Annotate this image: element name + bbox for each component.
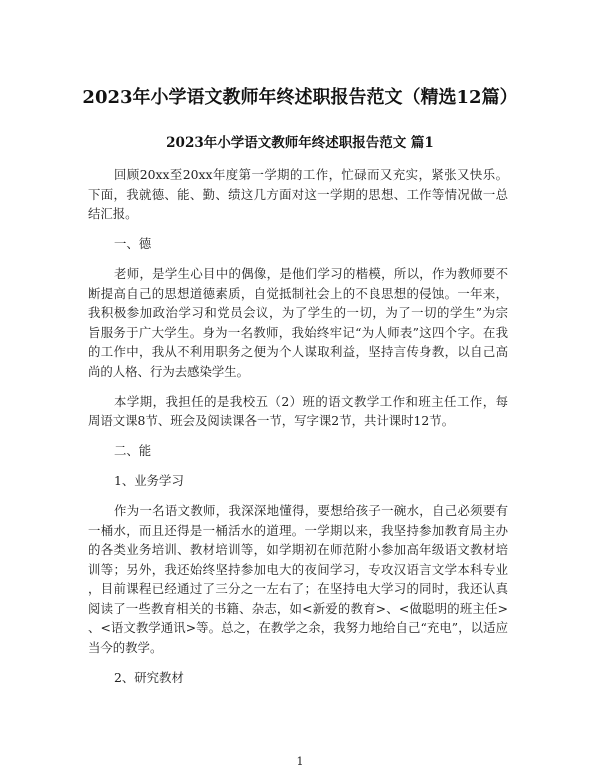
heading-materials: 2、研究教材 (114, 669, 184, 685)
text-line: 、<语文教学通讯>等。总之，在教学之余，我努力地给自己“充电”，以适应 (88, 620, 508, 635)
text-line: 老师，是学生心目中的偶像，是他们学习的楷模，所以，作为教师要不 (114, 266, 508, 281)
document-title: 2023年小学语文教师年终述职报告范文（精选12篇） (82, 87, 518, 108)
text-line: 周语文课8节、班会及阅读课各一节，写字课2节，共计课时12节。 (88, 413, 455, 428)
heading-ability: 二、能 (114, 443, 152, 458)
text-line: 本学期，我担任的是我校五（2）班的语文教学工作和班主任工作，每 (114, 393, 508, 409)
section-title: 2023年小学语文教师年终述职报告范文 篇1 (166, 135, 434, 151)
paragraph-study (88, 501, 508, 657)
text-line: 阅读了一些教育相关的书籍、杂志，如<新爱的教育>、<做聪明的班主任> (88, 600, 508, 616)
heading-study: 1、业务学习 (114, 473, 184, 488)
document-body (88, 165, 508, 698)
text-line: 回顾20xx至20xx年度第一学期的工作，忙碌而又充实，紧张又快乐。 (114, 167, 508, 182)
paragraph-virtue (88, 264, 508, 381)
page-number: 1 (296, 755, 304, 768)
text-line: 当今的教学。 (88, 639, 163, 655)
heading-virtue: 一、德 (114, 236, 152, 251)
text-line: 的各类业务培训、教材培训等，如学期初在师范附小参加高年级语文教材培 (88, 542, 508, 557)
text-line: 一桶水，而且还得是一桶活水的道理。一学期以来，我坚持参加教育局主办 (88, 522, 508, 538)
text-line: 旨服务于广大学生。身为一名教师，我始终牢记“为人师表”这四个字。在我 (88, 324, 508, 340)
text-line: 作为一名语文教师，我深深地懂得，要想给孩子一碗水，自己必须要有 (114, 503, 508, 518)
text-line: 断提高自己的思想道德素质，自觉抵制社会上的不良思想的侵蚀。一年来， (88, 285, 508, 301)
text-line: ，目前课程已经通过了三分之一左右了；在坚持电大学习的同时，我还认真 (88, 581, 508, 596)
paragraph-duties (88, 392, 508, 431)
text-line: 训等；另外，我还始终坚持参加电大的夜间学习，专攻汉语言文学本科专业 (88, 561, 508, 577)
text-line: 的工作中，我从不利用职务之便为个人谋取利益，坚持言传身教，以自己高 (88, 344, 508, 359)
paragraph-intro (88, 165, 508, 224)
text-line: 结汇报。 (88, 206, 138, 221)
text-line: 下面，我就德、能、勤、绩这几方面对这一学期的思想、工作等情况做一总 (88, 186, 508, 202)
text-line: 尚的人格、行为去感染学生。 (88, 363, 250, 379)
text-line: 我积极参加政治学习和党员会议，为了学生的一切，为了一切的学生”为宗 (88, 305, 508, 320)
